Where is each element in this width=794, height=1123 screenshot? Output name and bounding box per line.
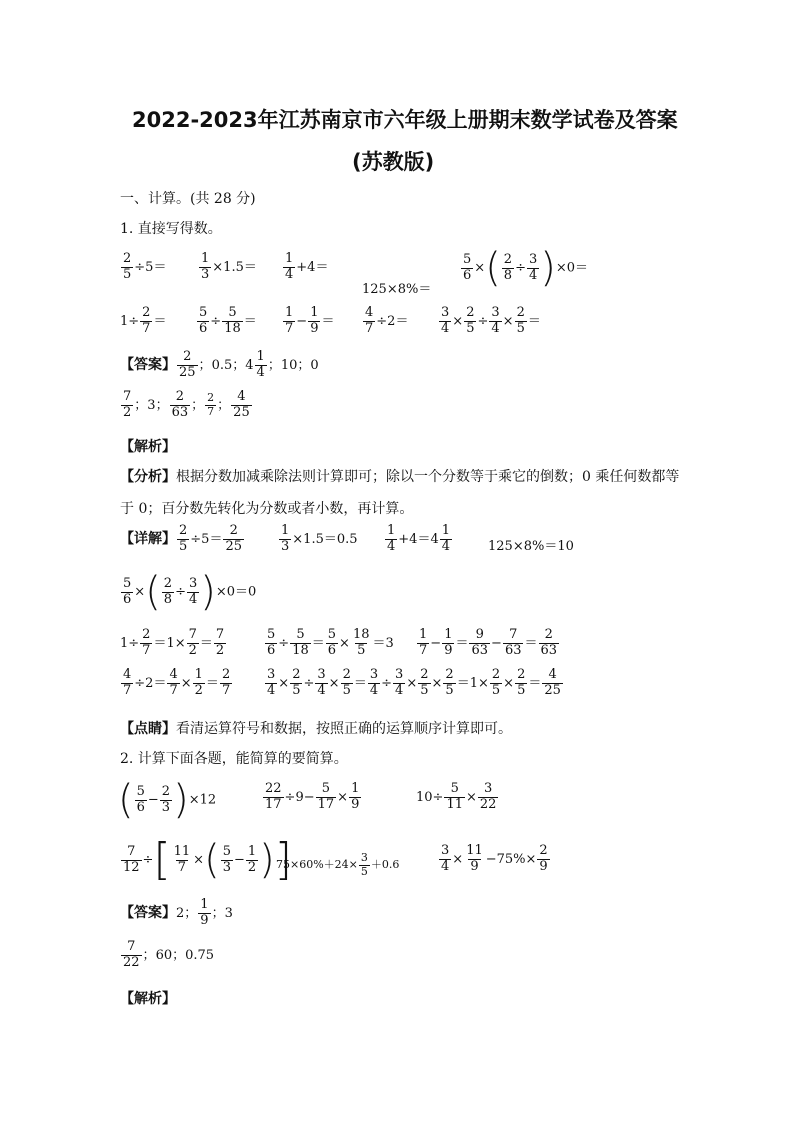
q2-jiexi: 【解析】 — [120, 991, 176, 1007]
q2-answer-line-2: $\frac{7}{22}$ ；60；0.75 — [123, 939, 215, 970]
question-1-label: 1. 直接写得数。 — [120, 221, 222, 237]
q1-problem-5: $\frac{5}{6}$ ×( $\frac{2}{8}$ ÷ $\frac{3}{4}$ )×0＝ — [463, 245, 589, 291]
page-title: 2022-2023年江苏南京市六年级上册期末数学试卷及答案 — [132, 108, 678, 132]
q1-detail-4: 125×8%＝10 — [488, 539, 574, 554]
q1-fenxi-cont: 于 0；百分数先转化为分数或者小数，再计算。 — [120, 501, 414, 517]
q2-problem-1: ( $\frac{5}{6}$ − $\frac{2}{3}$ )×12 — [118, 777, 217, 823]
page-subtitle: (苏教版) — [352, 150, 435, 174]
q1-detail-9: $\frac{4}{7}$ ÷2＝ $\frac{4}{7}$ × $\frac{1}{2}$ ＝ $\frac{2}{7}$ — [123, 667, 231, 698]
q1-problem-10: $\frac{3}{4}$ × $\frac{2}{5}$ ÷ $\frac{3}{4}$ × $\frac{2}{5}$ ＝ — [441, 305, 541, 336]
q2-problem-6: $\frac{3}{4}$ × $\frac{11}{9}$ −75%× $\frac{2}{9}$ — [441, 843, 548, 874]
q2-problem-5: 75×60%＋24× $\frac{3}{5}$ ＋0.6 — [276, 851, 400, 878]
q1-problem-4: 125×8%＝ — [362, 282, 432, 297]
q1-fenxi: 【分析】根据分数加减乘除法则计算即可；除以一个分数等于乘它的倒数；0 乘任何数都等 — [120, 469, 680, 485]
q1-problem-9: $\frac{4}{7}$ ÷2＝ — [365, 305, 409, 336]
q1-detail-6: 1÷ $\frac{2}{7}$ ＝1× $\frac{7}{2}$ ＝ $\frac{7}{2}$ — [120, 627, 225, 658]
q1-answer-line-1: 【答案】 $\frac{2}{25}$ ；0.5；4 $\frac{1}{4}$ ；10；0 — [120, 349, 319, 380]
q1-answer-line-2: $\frac{7}{2}$ ；3； $\frac{2}{63}$ ； $\frac{2}{7}$ ； $\frac{4}{25}$ — [123, 389, 250, 420]
q1-problem-1: $\frac{2}{5}$ ÷5＝ — [123, 251, 167, 282]
q1-detail-10: $\frac{3}{4}$ × $\frac{2}{5}$ ÷ $\frac{3}{4}$ × $\frac{2}{5}$ ＝ $\frac{3}{4}$ ÷ $\frac{3}{4}$ × $\frac{2}{5}$ × $\frac{2}{5}$ ＝1× $\frac{2}{5}$ × $\frac{2}{5}$ ＝ $\frac{4}{25}$ — [267, 667, 561, 698]
q1-problem-6: 1÷ $\frac{2}{7}$ ＝ — [120, 305, 167, 336]
q1-detail-7: $\frac{5}{6}$ ÷ $\frac{5}{18}$ ＝ $\frac{5}{6}$ × $\frac{18}{5}$ ＝3 — [267, 627, 394, 658]
q1-problem-2: $\frac{1}{3}$ ×1.5＝ — [201, 251, 257, 282]
answer-tag: 【答案】 — [120, 356, 176, 373]
q1-detail-5: $\frac{5}{6}$ ×( $\frac{2}{8}$ ÷ $\frac{3}{4}$ )×0＝0 — [123, 569, 257, 615]
q1-problem-7: $\frac{5}{6}$ ÷ $\frac{5}{18}$ ＝ — [199, 305, 257, 336]
q1-detail-3: $\frac{1}{4}$ +4＝4 $\frac{1}{4}$ — [387, 523, 451, 554]
q1-problem-3: $\frac{1}{4}$ +4＝ — [285, 251, 329, 282]
q2-problem-2: $\frac{22}{17}$ ÷9− $\frac{5}{17}$ × $\frac{1}{9}$ — [265, 781, 360, 812]
q1-dianjing: 【点睛】看清运算符号和数据，按照正确的运算顺序计算即可。 — [120, 721, 512, 737]
q2-answer-line-1: 【答案】2； $\frac{1}{9}$ ；3 — [120, 897, 233, 928]
q1-detail-row-1: 【详解】 $\frac{2}{5}$ ÷5＝ $\frac{2}{25}$ — [120, 523, 242, 554]
q2-problem-3: 10÷ $\frac{5}{11}$ × $\frac{3}{22}$ — [416, 781, 497, 812]
q1-jiexi: 【解析】 — [120, 439, 176, 455]
section-heading: 一、计算。(共 28 分) — [120, 191, 256, 207]
question-2-label: 2. 计算下面各题，能简算的要简算。 — [120, 751, 348, 767]
q1-detail-2: $\frac{1}{3}$ ×1.5＝0.5 — [281, 523, 358, 554]
q1-problem-8: $\frac{1}{7}$ − $\frac{1}{9}$ ＝ — [285, 305, 335, 336]
q1-detail-8: $\frac{1}{7}$ − $\frac{1}{9}$ ＝ $\frac{9}{63}$ − $\frac{7}{63}$ ＝ $\frac{2}{63}$ — [419, 627, 558, 658]
q2-problem-4: $\frac{7}{12}$ ÷[ $\frac{11}{7}$ ×( $\frac{5}{3}$ − $\frac{1}{2}$ )] — [123, 834, 292, 885]
